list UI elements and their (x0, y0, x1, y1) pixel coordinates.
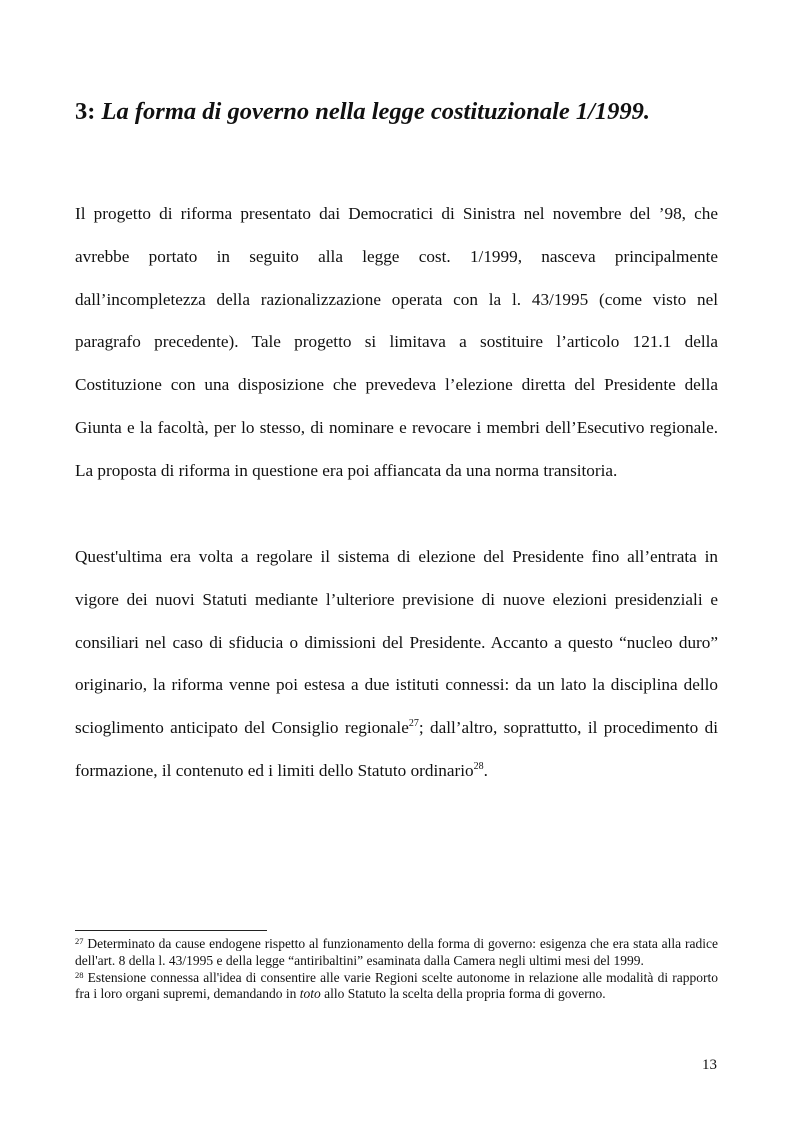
footnote-ref-27[interactable]: 27 (408, 718, 419, 730)
footnote-28 (75, 970, 718, 1004)
page-number: 13 (702, 1057, 717, 1073)
footnote-ref-28[interactable]: 28 (473, 760, 484, 772)
footnote-text-end: allo Statuto la scelta della propria forma di governo. (320, 986, 606, 1002)
body-paragraph-2 (75, 536, 718, 793)
body-paragraph-1: Il progetto di riforma presentato dai Democratici di Sinistra nel novembre del ’98, che avrebbe portato in seguito alla legge cost. 1/1999, nasceva principalmente dall’incompletezza della razionalizzazione operata con la l. 43/1995 (come visto nel paragrafo precedente). Tale progetto si limitava a sostituire l’articolo 121.1 della Costituzione con una disposizione che prevedeva l’elezione diretta del Presidente della Giunta e la facoltà, per lo stesso, di nominare e revocare i membri dell’Esecutivo regionale. La proposta di riforma in questione era poi affiancata da una norma transitoria. (75, 204, 718, 480)
footnote-27 (75, 936, 718, 970)
paragraph-2-text-b: ; dall’altro, soprattutto, il procedimento di formazione, il contenuto ed i limiti dello Statuto ordinario (75, 718, 718, 780)
section-number: 3: (75, 98, 96, 125)
footnote-separator (75, 930, 267, 931)
footnote-italic-term: toto (299, 986, 321, 1002)
section-title: La forma di governo nella legge costituzionale 1/1999. (101, 98, 651, 125)
footnote-text: Determinato da cause endogene rispetto al funzionamento della forma di governo: esigenza che era stata alla radice dell'art. 8 della l. 43/1995 e della legge “antiribaltini” esaminata dalla Camera negli ultimi mesi del 1999. (75, 936, 718, 968)
footnotes (75, 936, 718, 1003)
paragraph-2-text-c: . (483, 760, 488, 780)
footnote-text: Estensione connessa all'idea di consentire alle varie Regioni scelte autonome in relazione alle modalità di rapporto fra i loro organi supremi, demandando in (75, 969, 718, 1002)
section-heading (75, 98, 735, 126)
paragraph-2-text-a: Quest'ultima era volta a regolare il sistema di elezione del Presidente fino all’entrata in vigore dei nuovi Statuti mediante l’ulteriore previsione di nuove elezioni presidenziali e consiliari nel caso di sfiducia o dimissioni del Presidente. Accanto a questo “nucleo duro” originario, la riforma venne poi estesa a due istituti connessi: da un lato la disciplina dello scioglimento anticipato del Consiglio regionale (75, 547, 718, 738)
footnote-number: 28 (75, 969, 84, 980)
footnote-number: 27 (75, 936, 84, 946)
